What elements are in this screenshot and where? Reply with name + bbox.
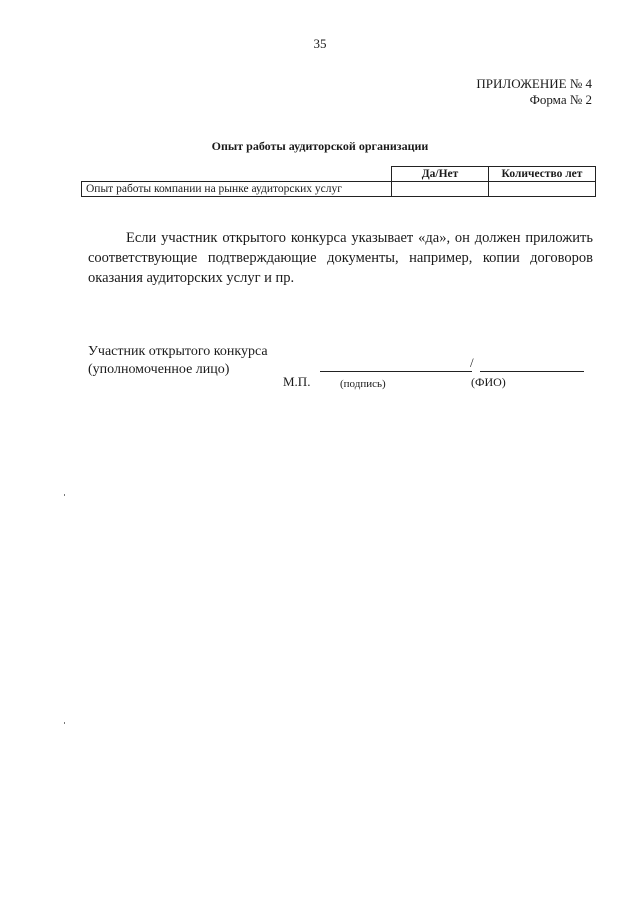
appendix-number: ПРИЛОЖЕНИЕ № 4 [476,76,592,91]
table-header-years: Количество лет [489,167,596,182]
signature-line [320,371,472,372]
table-header-empty [82,167,392,182]
scan-speck [64,722,65,724]
table-header-yes-no: Да/Нет [392,167,489,182]
table-cell-yes-no [392,182,489,197]
table-cell-years [489,182,596,197]
signer-block [88,343,268,379]
name-caption: (ФИО) [471,375,506,389]
stamp-place-label: М.П. [283,374,311,389]
table-header-row [82,167,596,182]
signer-title: Участник открытого конкурса [88,344,268,359]
experience-table [81,166,596,197]
signer-role: (уполномоченное лицо) [88,362,230,377]
signature-separator: / [470,355,474,370]
instruction-paragraph: Если участник открытого конкурса указывает «да», он должен приложить соответствующие подтверждающие документы, например, копии договоров оказания аудиторских услуг и пр. [88,230,593,286]
name-line [480,371,584,372]
page-number: 35 [313,36,327,51]
scan-speck [64,494,65,496]
appendix-header [476,76,592,108]
signature-caption: (подпись) [340,378,386,390]
form-number: Форма № 2 [529,92,592,107]
document-title: Опыт работы аудиторской организации [211,139,429,153]
table-cell-criterion: Опыт работы компании на рынке аудиторских услуг [82,182,392,197]
table-row [82,182,596,197]
